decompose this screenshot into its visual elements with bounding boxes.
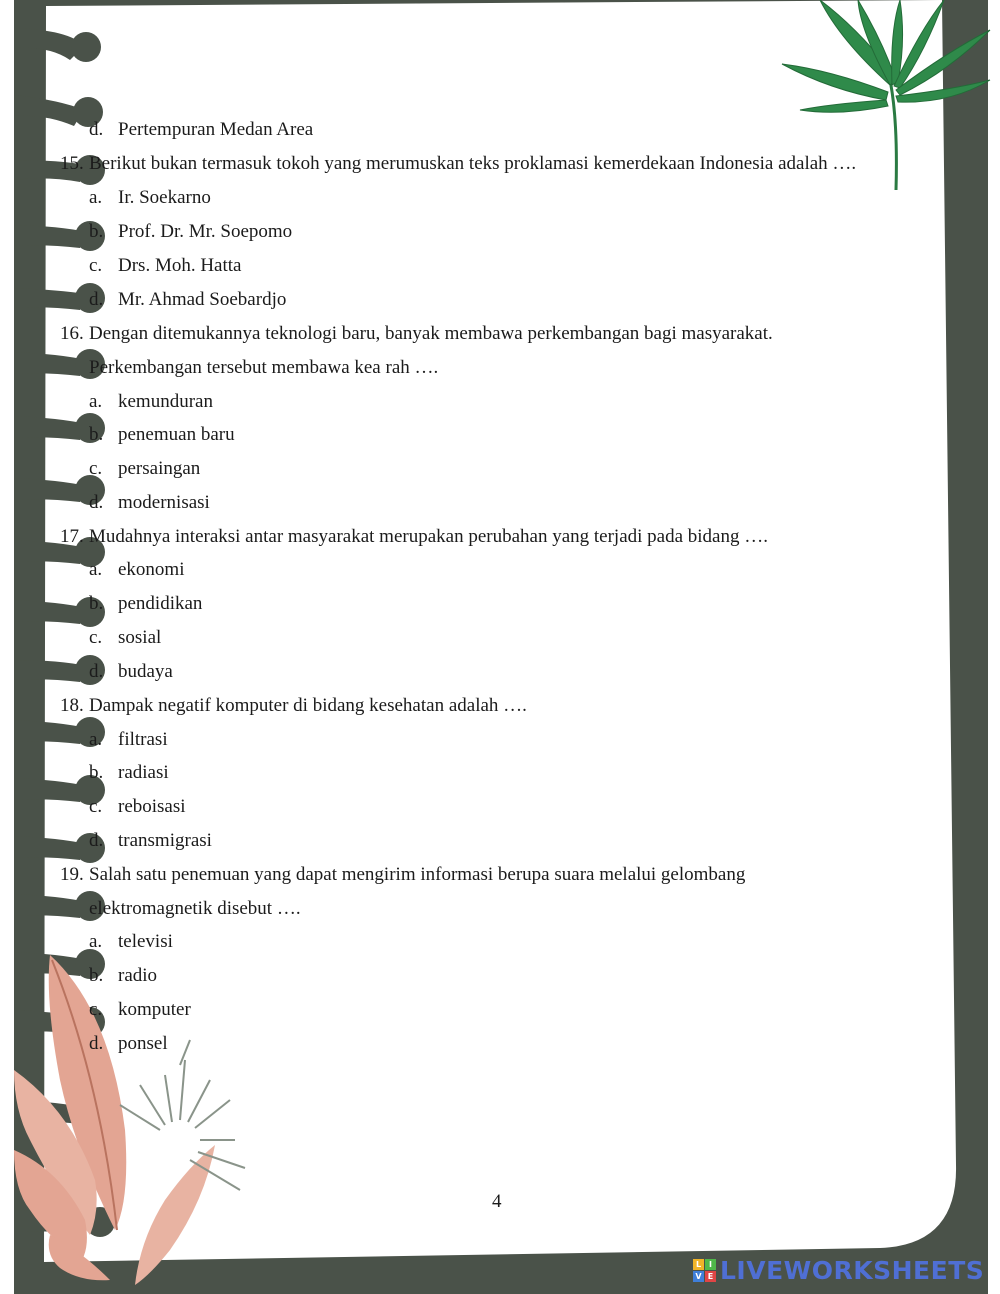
option-item — [89, 626, 161, 650]
option-item — [89, 964, 157, 988]
option-letter: c. — [89, 458, 103, 479]
option-text: Ir. Soekarno — [118, 187, 211, 208]
logo-letter: V — [693, 1271, 704, 1282]
option-letter: d. — [89, 492, 104, 513]
question-text: Salah satu penemuan yang dapat mengirim informasi berupa suara melalui gelombang — [89, 864, 746, 885]
option-letter: b. — [89, 965, 104, 986]
option-text: filtrasi — [118, 729, 168, 750]
option-text: ekonomi — [118, 559, 185, 580]
option-letter: d. — [89, 1033, 104, 1054]
option-letter: a. — [89, 559, 103, 580]
logo-letter: I — [705, 1259, 716, 1270]
option-letter: c. — [89, 627, 103, 648]
question-text: Berikut bukan termasuk tokoh yang merumuskan teks proklamasi kemerdekaan Indonesia adalah …. — [89, 153, 857, 174]
option-text: sosial — [118, 627, 162, 648]
option-letter: a. — [89, 391, 103, 412]
option-item — [89, 423, 235, 447]
liveworksheets-logo-icon — [693, 1259, 716, 1282]
option-letter: b. — [89, 593, 104, 614]
question-number: 19. — [60, 864, 84, 885]
option-letter: b. — [89, 221, 104, 242]
option-item — [89, 118, 313, 142]
question-text-continuation: Perkembangan tersebut membawa kea rah …. — [89, 357, 439, 378]
question-19 — [60, 863, 745, 887]
question-17 — [60, 525, 768, 549]
logo-letter: E — [705, 1271, 716, 1282]
option-text: Mr. Ahmad Soebardjo — [118, 289, 287, 310]
option-text: kemunduran — [118, 391, 213, 412]
option-letter: c. — [89, 796, 103, 817]
option-text: radiasi — [118, 762, 169, 783]
option-item — [89, 491, 210, 515]
option-letter: c. — [89, 999, 103, 1020]
option-text: budaya — [118, 661, 173, 682]
option-item — [89, 998, 191, 1022]
question-number: 16. — [60, 323, 84, 344]
option-item — [89, 795, 186, 819]
option-letter: c. — [89, 255, 103, 276]
question-15 — [60, 152, 856, 176]
option-item — [89, 457, 200, 481]
question-18 — [60, 694, 527, 718]
question-number: 15. — [60, 153, 84, 174]
option-item — [89, 254, 241, 278]
question-text: Mudahnya interaksi antar masyarakat merupakan perubahan yang terjadi pada bidang …. — [89, 526, 768, 547]
option-text: reboisasi — [118, 796, 186, 817]
option-text: penemuan baru — [118, 424, 235, 445]
option-letter: a. — [89, 729, 103, 750]
option-letter: a. — [89, 187, 103, 208]
option-text: komputer — [118, 999, 191, 1020]
option-letter: b. — [89, 424, 104, 445]
option-text: Prof. Dr. Mr. Soepomo — [118, 221, 293, 242]
question-text-continuation: elektromagnetik disebut …. — [89, 898, 301, 919]
option-letter: b. — [89, 762, 104, 783]
liveworksheets-wordmark: LIVEWORKSHEETS — [720, 1255, 985, 1285]
option-text: televisi — [118, 931, 173, 952]
option-text: pendidikan — [118, 593, 203, 614]
option-item — [89, 592, 202, 616]
option-item — [89, 558, 185, 582]
logo-letter: L — [693, 1259, 704, 1270]
option-letter: a. — [89, 931, 103, 952]
option-item — [89, 220, 292, 244]
option-text: ponsel — [118, 1033, 168, 1054]
option-item — [89, 1032, 168, 1056]
option-item — [89, 660, 173, 684]
option-item — [89, 930, 173, 954]
question-text: Dampak negatif komputer di bidang kesehatan adalah …. — [89, 695, 527, 716]
option-item — [89, 829, 212, 853]
liveworksheets-brand[interactable] — [693, 1256, 984, 1284]
option-letter: d. — [89, 289, 104, 310]
option-item — [89, 390, 213, 414]
page-number: 4 — [492, 1191, 502, 1212]
option-text: Pertempuran Medan Area — [118, 119, 314, 140]
question-16 — [60, 322, 773, 346]
question-text: Dengan ditemukannya teknologi baru, banyak membawa perkembangan bagi masyarakat. — [89, 323, 773, 344]
option-text: transmigrasi — [118, 830, 212, 851]
option-letter: d. — [89, 661, 104, 682]
option-item — [89, 186, 211, 210]
option-item — [89, 288, 286, 312]
option-letter: d. — [89, 119, 104, 140]
option-text: radio — [118, 965, 158, 986]
option-text: modernisasi — [118, 492, 210, 513]
option-item — [89, 761, 169, 785]
question-number: 18. — [60, 695, 84, 716]
option-item — [89, 728, 168, 752]
option-text: persaingan — [118, 458, 201, 479]
option-text: Drs. Moh. Hatta — [118, 255, 242, 276]
option-letter: d. — [89, 830, 104, 851]
question-number: 17. — [60, 526, 84, 547]
